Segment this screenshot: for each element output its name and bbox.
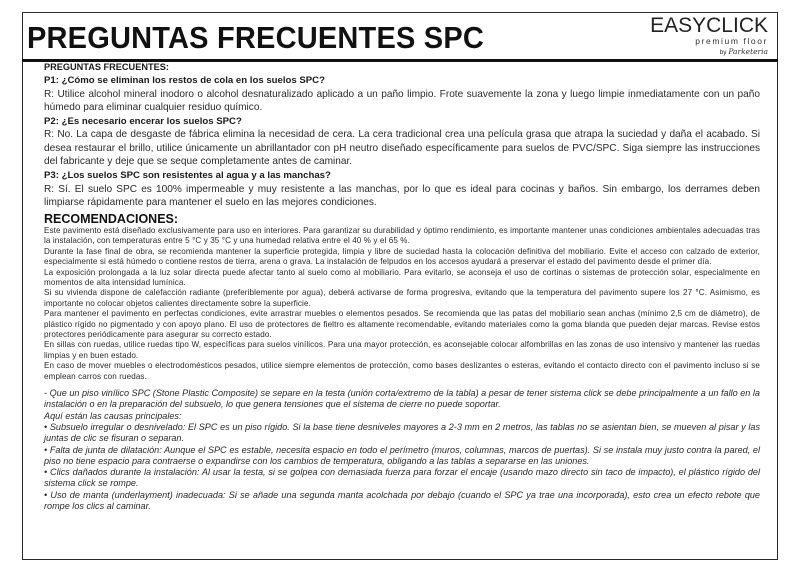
faq-answer-1: R: Utilice alcohol mineral inodoro o alcohol desnaturalizado aplicado a un paño limpio. Frote suavemente la zona y luego limpie inmediatamente con un paño húmedo para eliminar cualquier residuo químico. [44, 88, 760, 113]
faq-heading: PREGUNTAS FRECUENTES: [44, 62, 169, 72]
installation-notes [44, 388, 760, 512]
recommendation-paragraph: Este pavimento está diseñado exclusivamente para uso en interiores. Para garantizar su durabilidad y óptimo rendimiento, es importante mantener unas condiciones ambientales adecuadas tras la instalación, con temperaturas entre 5 °C y 35 °C y una humedad relativa entre el 40 % y el 65 %. [44, 225, 760, 246]
logo-by-text: by [719, 49, 727, 56]
page-title: PREGUNTAS FRECUENTES SPC [27, 22, 485, 56]
logo-maker [720, 47, 768, 56]
recommendation-paragraph: En sillas con ruedas, utilice ruedas tipo W, específicas para suelos vinílicos. Para una mayor protección, es aconsejable colocar alfombrillas en las zonas de uso intensivo y mantener las ruedas limpias y en buen estado. [44, 340, 760, 360]
recommendations-heading: RECOMENDACIONES: [44, 211, 179, 226]
recommendation-paragraph: En caso de mover muebles o electrodomésticos pesados, utilice siempre elementos de protección, como bases deslizantes o esteras, evitando el contacto directo con el pavimento incluso si se emplean carros con ruedas. [44, 361, 760, 381]
note-cause-item: • Uso de manta (underlayment) inadecuada: Si se añade una segunda manta acolchada por debajo (cuando el SPC ya trae una incorporada), esto crea un efecto rebote que rompe los clics al caminar. [44, 489, 760, 511]
document-body [44, 61, 760, 512]
brand-logo [636, 14, 772, 54]
recommendation-paragraph: La exposición prolongada a la luz solar directa puede afectar tanto al suelo como al mobiliario. Para evitarlo, se aconseja el uso de cortinas o sistemas de protección solar, especialmente en momentos de alta intensidad lumínica. [44, 267, 760, 287]
note-cause-item: • Subsuelo irregular o desnivelado: El SPC es un piso rígido. Si la base tiene desniveles mayores a 2-3 mm en 2 metros, las tablas no se asientan bien, se mueven al pisar y las juntas de clic se fisuran o separan. [44, 421, 760, 444]
recommendation-paragraph: Durante la fase final de obra, se recomienda mantener la superficie protegida, limpia y libre de suciedad hasta la colocación definitiva del mobiliario. Evite el acceso con calzado de exterior, especialmente si está húmedo o contiene restos de tierra, arena o grava. La instalación de felpudos en los accesos ayudará a preservar el estado del pavimento desde el primer día. [44, 246, 760, 267]
note-causes-heading: Aquí están las causas principales: [44, 410, 182, 421]
faq-question-1: P1: ¿Cómo se eliminan los restos de cola en los suelos SPC? [44, 75, 325, 86]
logo-tagline: premium floor [695, 36, 768, 46]
faq-question-3: P3: ¿Los suelos SPC son resistentes al agua y a las manchas? [44, 170, 331, 182]
recommendation-paragraph: Para mantener el pavimento en perfectas condiciones, evite arrastrar muebles o elementos pesados. Se recomienda que las patas del mobiliario sean anchas (mínimo 2,5 cm de diámetro), de plástico rígido no pigmentado y con apoyo plano. El uso de protectores de fieltro es altamente recomendable, evitando materiales como la goma blanda que pueden dejar marcas. Revise estos protectores periódicamente para asegurar su correcto estado. [44, 309, 760, 339]
note-cause-item: • Falta de junta de dilatación: Aunque el SPC es estable, necesita espacio en todo el perímetro (muros, columnas, marcos de puertas). Si se instala muy justo contra la pared, el piso no tiene espacio para contraerse o expandirse con los cambios de temperatura, obligando a las tablas a separarse en las uniones. [44, 444, 760, 466]
maker-signature: Parketeria [728, 47, 768, 56]
note-intro: - Que un piso vinílico SPC (Stone Plastic Composite) se separe en la testa (unión corta/extremo de la tabla) a pesar de tener sistema click se debe principalmente a un fallo en la instalación o en la preparación del subsuelo, lo que genera tensiones que el sistema de cierre no puede soportar. [44, 388, 760, 410]
note-cause-item: • Clics dañados durante la instalación: Al usar la testa, si se golpea con demasiada fuerza para forzar el encaje (usando mazo directo sin taco de impacto), el plástico rígido del sistema click se rompe. [44, 467, 760, 489]
logo-brand-name: EASYCLICK [650, 14, 768, 37]
faq-answer-2: R: No. La capa de desgaste de fábrica elimina la necesidad de cera. La cera tradicional crea una película grasa que atrapa la suciedad y daña el acabado. Si desea restaurar el brillo, utilice únicamente un abrillantador con pH neutro diseñado específicamente para suelos de PVC/SPC. Siga siempre las instrucciones del fabricante y deje que se seque completamente antes de caminar. [44, 129, 760, 167]
faq-question-2: P2: ¿Es necesario encerar los suelos SPC? [44, 115, 242, 127]
faq-answer-3: R: Sí. El suelo SPC es 100% impermeable y muy resistente a las manchas, por lo que es ideal para cocinas y baños. Sin embargo, los derrames deben limpiarse rápidamente para mantener el suelo en las mejores condiciones. [44, 183, 760, 208]
recommendation-paragraph: Si su vivienda dispone de calefacción radiante (preferiblemente por agua), deberá activarse de forma progresiva, evitando que la temperatura del pavimento supere los 27 °C. Asimismo, es importante no colocar objetos calientes directamente sobre la superficie. [44, 288, 760, 308]
